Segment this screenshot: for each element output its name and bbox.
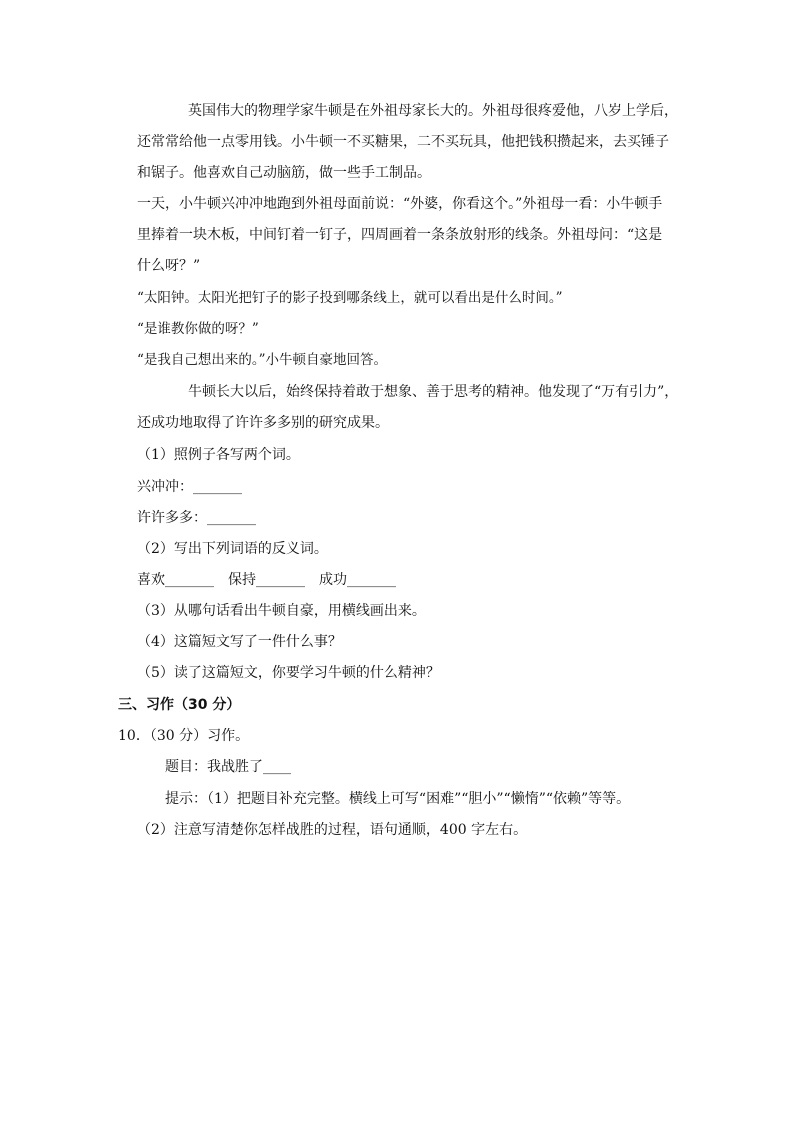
question-2-antonym-blanks: 喜欢_______ 保持_______ 成功_______ [137,572,396,588]
passage-paragraph-6-line-1: 牛顿长大以后，始终保持着敢于想象、善于思考的精神。他发现了“万有引力”， [188,384,679,400]
question-2: （2）写出下列词语的反义词。 [137,541,328,557]
passage-paragraph-1-line-2: 还常常给他一点零用钱。小牛顿一不买糖果，二不买玩具，他把钱积攒起来，去买锤子 [137,134,669,150]
passage-paragraph-2-line-1: 一天，小牛顿兴冲冲地跑到外祖母面前说：“外婆，你看这个。”外祖母一看：小牛顿手 [137,196,663,212]
passage-paragraph-1-line-1: 英国伟大的物理学家牛顿是在外祖母家长大的。外祖母很疼爱他，八岁上学后， [188,103,678,119]
section-3-heading: 三、习作（30 分） [118,697,241,713]
passage-dialogue-2: “是谁教你做的呀？” [137,321,259,337]
question-1-blank-b: 许许多多：_______ [137,510,256,526]
question-3: （3）从哪句话看出牛顿自豪，用横线画出来。 [137,603,426,619]
passage-paragraph-2-line-2: 里捧着一块木板，中间钉着一钉子，四周画着一条条放射形的线条。外祖母问：“这是 [137,227,663,243]
passage-dialogue-1: “太阳钟。太阳光把钉子的影子投到哪条线上，就可以看出是什么时间。” [137,290,563,306]
question-1: （1）照例子各写两个词。 [137,447,300,463]
question-10: 10．（30 分）习作。 [118,728,250,744]
passage-paragraph-2-line-3: 什么呀？” [137,258,201,274]
essay-hint-1: 提示：（1）把题目补充完整。横线上可写“困难”“胆小”“懒惰”“依赖”等等。 [165,791,631,807]
question-4: （4）这篇短文写了一件什么事？ [137,634,342,650]
essay-topic: 题目：我战胜了____ [165,759,291,775]
passage-dialogue-3: “是我自己想出来的。”小牛顿自豪地回答。 [137,352,388,368]
essay-hint-2: （2）注意写清楚你怎样战胜的过程，语句通顺，400 字左右。 [137,822,528,838]
passage-paragraph-1-line-3: 和锯子。他喜欢自己动脑筋，做一些手工制品。 [137,165,431,181]
question-1-blank-a: 兴冲冲：_______ [137,479,242,495]
question-5: （5）读了这篇短文，你要学习牛顿的什么精神？ [137,665,440,681]
passage-paragraph-6-line-2: 还成功地取得了许许多多别的研究成果。 [137,415,389,431]
